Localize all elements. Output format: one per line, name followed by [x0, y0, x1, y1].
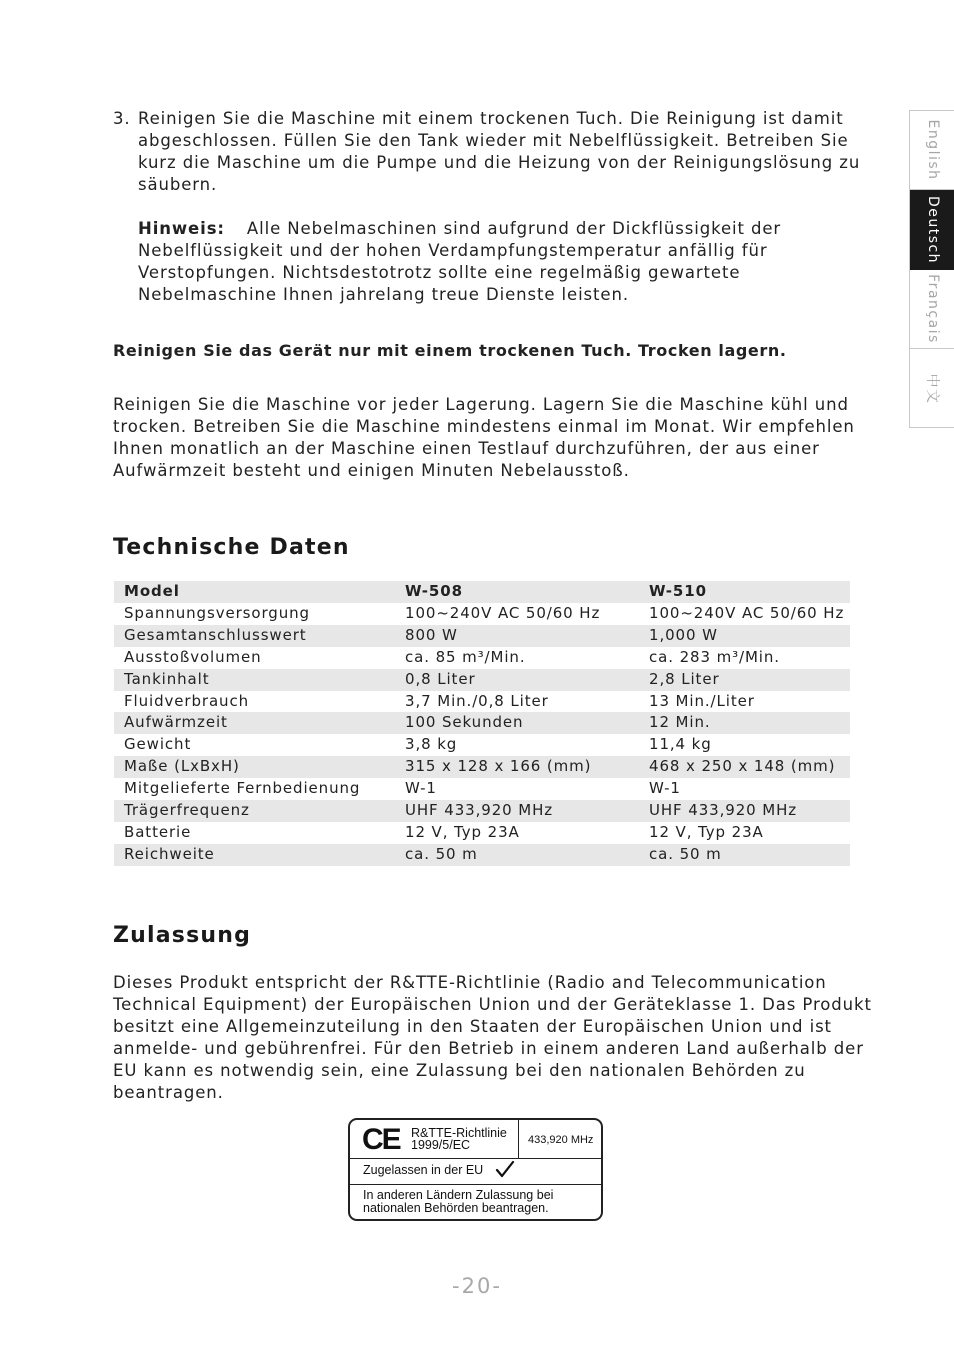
table-row — [114, 800, 850, 822]
cert-other-countries: In anderen Ländern Zulassung bei nationalen Behörden beantragen. — [363, 1188, 554, 1215]
tab-deutsch[interactable] — [910, 190, 954, 270]
spec-w508-cell: ca. 50 m — [395, 844, 639, 866]
cert-divider — [518, 1120, 519, 1158]
table-row — [114, 669, 850, 691]
ce-mark-icon: CE — [362, 1123, 400, 1156]
cleaning-warning: Reinigen Sie das Gerät nur mit einem trockenen Tuch. Trocken lagern. — [113, 341, 787, 360]
approval-heading: Zulassung — [113, 923, 252, 948]
spec-w508-cell: 0,8 Liter — [395, 669, 639, 691]
cert-directive — [411, 1127, 507, 1151]
spec-w508-cell: 100~240V AC 50/60 Hz — [405, 603, 601, 622]
language-tabs — [909, 110, 954, 428]
spec-label-cell: Fluidverbrauch — [124, 691, 250, 710]
table-row — [114, 844, 850, 866]
table-row — [114, 734, 850, 756]
step-number: 3. — [113, 109, 131, 128]
note-label: Hinweis: — [138, 219, 225, 238]
note-text: Alle Nebelmaschinen sind aufgrund der Dickflüssigkeit der Nebelflüssigkeit und der hohen Verdampfungstemperatur anfällig für Verstopfungen. Nichtsdestotrotz sollte eine regelmäßig gewartete Nebelmaschine Ihnen jahrelang treue Dienste leisten. — [138, 219, 782, 304]
storage-paragraph: Reinigen Sie die Maschine vor jeder Lagerung. Lagern Sie die Maschine kühl und trocken. Betreiben Sie die Maschine mindestens einmal im Monat. Wir empfehlen Ihnen monatlich an der Maschine einen Testlauf durchzuführen, der aus einer Aufwärmzeit besteht und einigen Minuten Nebelausstoß. — [113, 395, 855, 480]
step-text: Reinigen Sie die Maschine mit einem trockenen Tuch. Die Reinigung ist damit abgeschlossen. Füllen Sie den Tank wieder mit Nebelflüssigkeit. Betreiben Sie kurz die Maschine um die Pumpe und die Heizung von der Reinigungslösung zu säubern. — [138, 109, 861, 194]
tech-data-table — [114, 581, 850, 866]
spec-label-cell: Gewicht — [124, 735, 192, 754]
table-row — [114, 625, 850, 647]
table-row — [114, 712, 850, 734]
spec-w508-cell: 3,7 Min./0,8 Liter — [405, 691, 549, 710]
approval-paragraph: Dieses Produkt entspricht der R&TTE-Richtlinie (Radio and Telecommunication Technical Equipment) der Europäischen Union und der Geräteklasse 1. Das Produkt besitzt eine Allgemeinzuteilung in den Staaten der Europäischen Union und ist anmelde- und gebührenfrei. Für den Betrieb in einem anderen Land außerhalb der EU kann es notwendig sein, eine Zulassung bei den nationalen Behörden zu beantragen. — [113, 973, 872, 1102]
spec-w510-cell: 12 V, Typ 23A — [649, 822, 764, 841]
spec-w508-cell: W-1 — [405, 779, 437, 798]
spec-w510-cell: 12 Min. — [639, 712, 850, 734]
table-row — [114, 756, 850, 778]
spec-w508-cell: 315 x 128 x 166 (mm) — [395, 756, 639, 778]
spec-w508-cell: ca. 85 m³/Min. — [405, 647, 526, 666]
spec-w508-cell: 800 W — [395, 625, 639, 647]
spec-label-cell: Mitgelieferte Fernbedienung — [124, 779, 361, 798]
note-paragraph — [138, 218, 878, 306]
spec-w510-cell: ca. 50 m — [639, 844, 850, 866]
tab-english[interactable] — [910, 111, 954, 190]
table-row — [114, 603, 850, 625]
table-row — [114, 647, 850, 669]
tab-chinese-label: 中文 — [923, 373, 940, 405]
tab-francais[interactable] — [910, 270, 954, 349]
spec-w508-cell: 3,8 kg — [405, 735, 458, 754]
spec-w510-cell: 13 Min./Liter — [649, 691, 755, 710]
header-cell-w508: W-508 — [395, 581, 639, 603]
spec-label-cell: Tankinhalt — [114, 669, 395, 691]
cert-directive-line2: 1999/5/EC — [411, 1138, 471, 1152]
cleaning-step-3 — [113, 108, 873, 196]
table-row — [114, 778, 850, 800]
table-header-row — [114, 581, 850, 603]
spec-w508-cell: UHF 433,920 MHz — [395, 800, 639, 822]
page-number: -20- — [452, 1274, 502, 1298]
spec-label-cell: Ausstoßvolumen — [124, 647, 262, 666]
cert-frequency: 433,920 MHz — [528, 1134, 594, 1146]
table-row — [114, 691, 850, 713]
spec-label-cell: Aufwärmzeit — [114, 712, 395, 734]
spec-label-cell: Gesamtanschlusswert — [114, 625, 395, 647]
spec-w510-cell: ca. 283 m³/Min. — [649, 647, 780, 666]
spec-w508-cell: 12 V, Typ 23A — [405, 822, 520, 841]
header-cell-model: Model — [114, 581, 395, 603]
tab-deutsch-label: Deutsch — [924, 195, 941, 265]
spec-w510-cell: 11,4 kg — [649, 735, 712, 754]
spec-w508-cell: 100 Sekunden — [395, 712, 639, 734]
cert-middle-row — [350, 1158, 601, 1185]
spec-label-cell: Reichweite — [114, 844, 395, 866]
tech-data-heading: Technische Daten — [113, 535, 350, 560]
spec-w510-cell: 1,000 W — [639, 625, 850, 647]
checkmark-icon — [495, 1160, 515, 1180]
cert-approved-eu: Zugelassen in der EU — [363, 1163, 484, 1177]
tab-francais-label: Français — [924, 274, 941, 344]
certification-label — [348, 1118, 603, 1221]
spec-w510-cell: UHF 433,920 MHz — [639, 800, 850, 822]
spec-label-cell: Trägerfrequenz — [114, 800, 395, 822]
tab-chinese[interactable] — [910, 349, 954, 429]
spec-w510-cell: 2,8 Liter — [639, 669, 850, 691]
tab-english-label: English — [924, 119, 941, 181]
spec-w510-cell: 468 x 250 x 148 (mm) — [639, 756, 850, 778]
header-cell-w510: W-510 — [639, 581, 850, 603]
spec-label-cell: Maße (LxBxH) — [114, 756, 395, 778]
spec-w510-cell: W-1 — [649, 779, 681, 798]
spec-label-cell: Batterie — [124, 822, 192, 841]
spec-w510-cell: 100~240V AC 50/60 Hz — [649, 603, 845, 622]
spec-label-cell: Spannungsversorgung — [124, 603, 310, 622]
cert-directive-line1: R&TTE-Richtlinie — [411, 1126, 507, 1140]
table-row — [114, 822, 850, 844]
